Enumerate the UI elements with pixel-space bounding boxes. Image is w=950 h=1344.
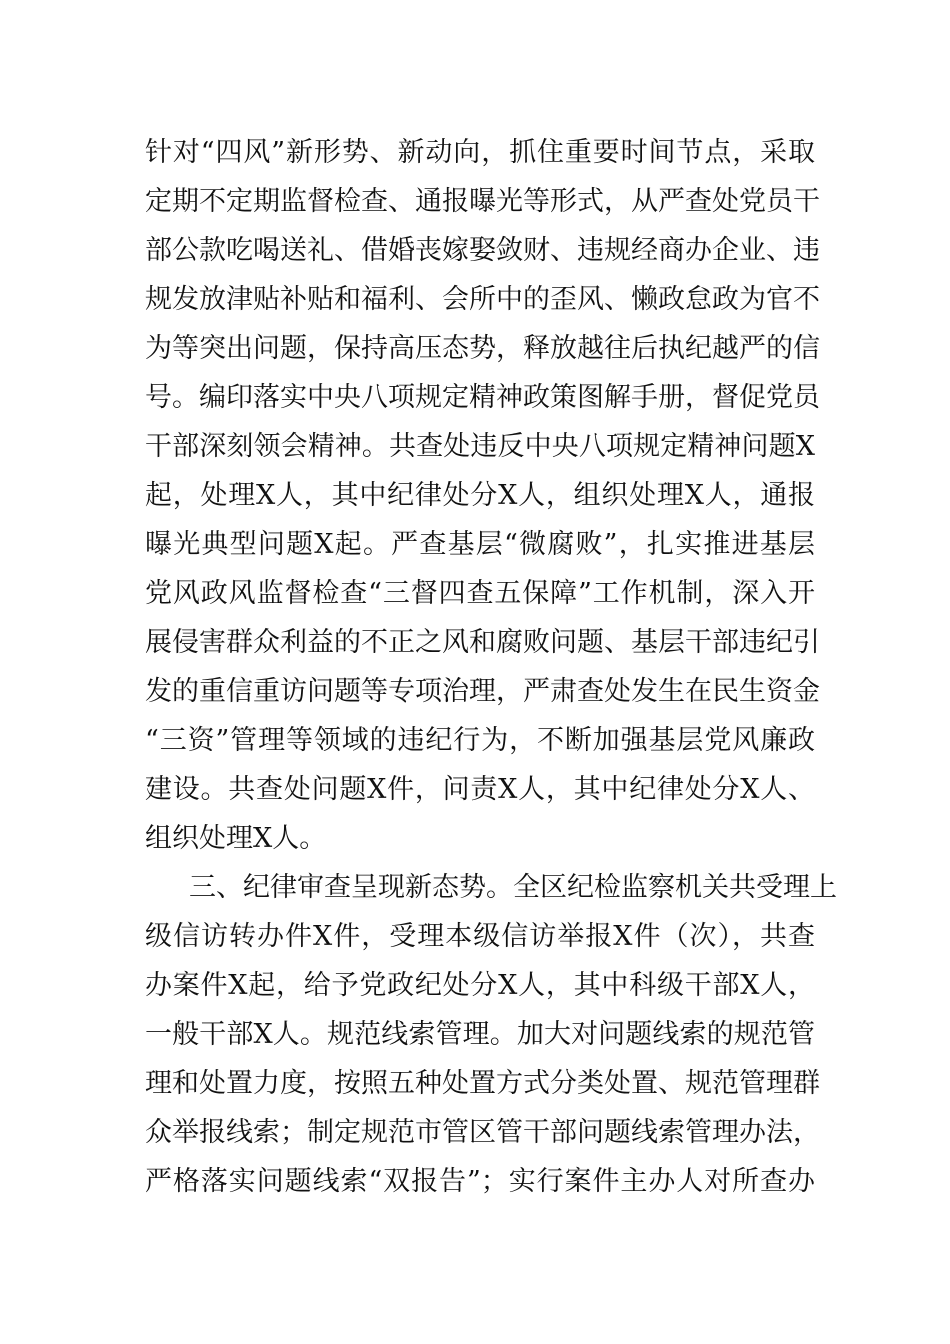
text-line: 定期不定期监督检查、通报曝光等形式，从严查处党员干 [145, 186, 820, 217]
text-line: 展侵害群众利益的不正之风和腐败问题、基层干部违纪引 [145, 627, 820, 658]
text-line: 发的重信重访问题等专项治理，严肃查处发生在民生资金 [145, 676, 820, 707]
text-line: 理和处置力度，按照五种处置方式分类处置、规范管理群 [145, 1068, 820, 1099]
text-line: 办案件X起，给予党政纪处分X人，其中科级干部X人， [145, 970, 815, 1001]
text-line: 一般干部X人。规范线索管理。加大对问题线索的规范管 [145, 1019, 815, 1050]
text-line: 号。编印落实中央八项规定精神政策图解手册，督促党员 [145, 382, 820, 413]
text-line: 为等突出问题，保持高压态势，释放越往后执纪越严的信 [145, 333, 820, 364]
text-line: 党风政风监督检查“三督四查五保障”工作机制，深入开 [145, 578, 815, 609]
text-line: 干部深刻领会精神。共查处违反中央八项规定精神问题X [145, 431, 815, 462]
section-heading-line: 三、纪律审查呈现新态势。全区纪检监察机关共受理上 [189, 872, 837, 903]
text-line: 组织处理X人。 [145, 823, 327, 854]
text-line: 起，处理X人，其中纪律处分X人，组织处理X人，通报 [145, 480, 815, 511]
text-line: 级信访转办件X件，受理本级信访举报X件（次），共查 [145, 921, 815, 952]
text-line: 规发放津贴补贴和福利、会所中的歪风、懒政怠政为官不 [145, 284, 820, 315]
body-text [145, 128, 837, 1206]
text-line: 针对“四风”新形势、新动向，抓住重要时间节点，采取 [145, 137, 815, 168]
text-line: “三资”管理等领域的违纪行为，不断加强基层党风廉政 [145, 725, 815, 756]
text-line: 严格落实问题线索“双报告”；实行案件主办人对所查办 [145, 1166, 815, 1197]
text-line: 部公款吃喝送礼、借婚丧嫁娶敛财、违规经商办企业、违 [145, 235, 820, 266]
text-line: 曝光典型问题X起。严查基层“微腐败”，扎实推进基层 [145, 529, 815, 560]
text-line: 众举报线索；制定规范市管区管干部问题线索管理办法， [145, 1117, 820, 1148]
text-line: 建设。共查处问题X件，问责X人，其中纪律处分X人、 [145, 774, 815, 805]
